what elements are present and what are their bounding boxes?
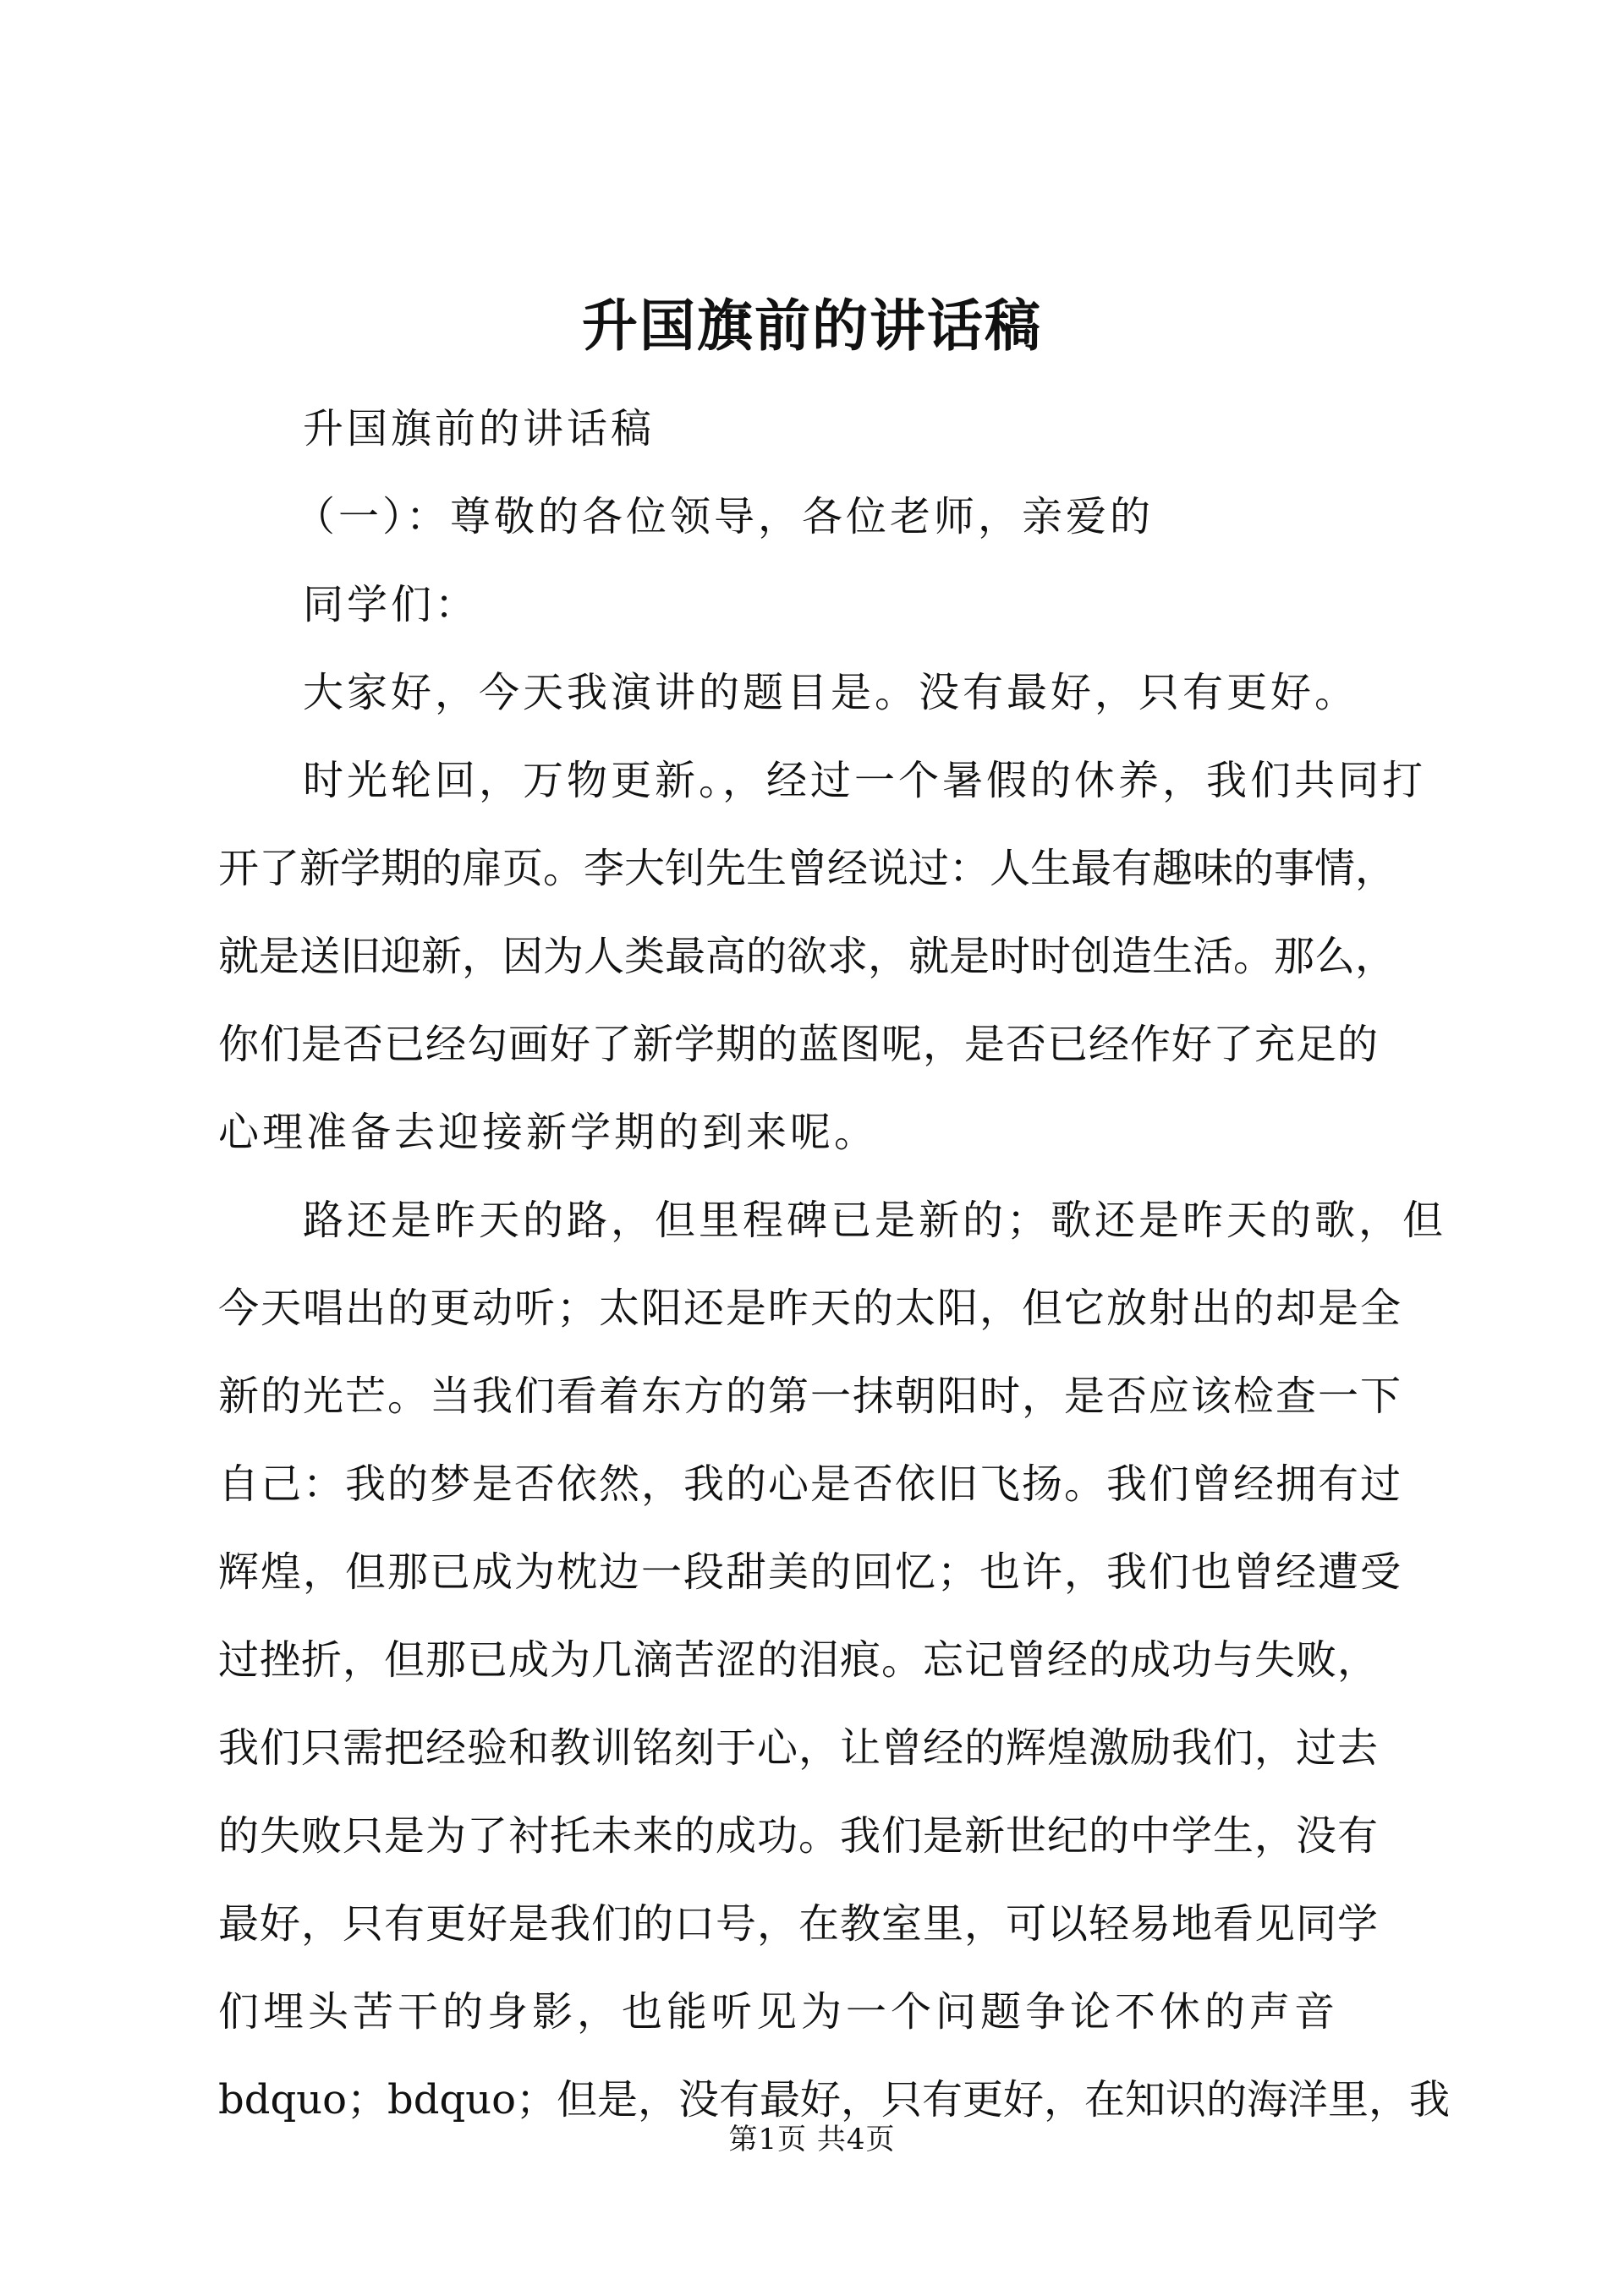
page-footer: 第1页 共4页: [728, 2123, 896, 2156]
document-title: 升国旗前的讲话稿: [582, 293, 1042, 359]
paragraph-line: （一）：尊敬的各位领导，各位老师，亲爱的: [294, 493, 1155, 540]
paragraph-line: 新的光芒。当我们看着东方的第一抹朝阳时，是否应该检查一下: [218, 1373, 1403, 1420]
paragraph-line: 你们是否已经勾画好了新学期的蓝图呢，是否已经作好了充足的: [218, 1021, 1380, 1068]
paragraph-line: 路还是昨天的路，但里程碑已是新的；歌还是昨天的歌，但: [303, 1197, 1447, 1244]
paragraph-line: 升国旗前的讲话稿: [303, 405, 656, 452]
paragraph-line: 心理准备去迎接新学期的到来呢。: [218, 1109, 879, 1156]
paragraph-line: 过挫折，但那已成为几滴苦涩的泪痕。忘记曾经的成功与失败，: [218, 1636, 1380, 1684]
paragraph-line: bdquo；bdquo；但是，没有最好，只有更好，在知识的海洋里，我: [218, 2076, 1450, 2123]
paragraph-line: 今天唱出的更动听；太阳还是昨天的太阳，但它放射出的却是全: [218, 1285, 1403, 1332]
paragraph-line: 们埋头苦干的身影，也能听见为一个问题争论不休的声音: [218, 1988, 1340, 2036]
paragraph-line: 同学们：: [303, 581, 480, 628]
paragraph-line: 时光轮回，万物更新。，经过一个暑假的休养，我们共同打: [303, 757, 1427, 804]
paragraph-line: 的失败只是为了衬托未来的成功。我们是新世纪的中学生，没有: [218, 1812, 1380, 1860]
paragraph-line: 我们只需把经验和教训铭刻于心，让曾经的辉煌激励我们，过去: [218, 1724, 1380, 1772]
paragraph-line: 自己：我的梦是否依然，我的心是否依旧飞扬。我们曾经拥有过: [218, 1460, 1403, 1508]
paragraph-line: 大家好，今天我演讲的题目是。没有最好，只有更好。: [303, 669, 1359, 716]
paragraph-line: 辉煌，但那已成为枕边一段甜美的回忆；也许，我们也曾经遭受: [218, 1548, 1403, 1596]
paragraph-line: 开了新学期的扉页。李大钊先生曾经说过：人生最有趣味的事情，: [218, 845, 1396, 892]
paragraph-line: 就是送旧迎新，因为人类最高的欲求，就是时时创造生活。那么，: [218, 933, 1396, 980]
document-body: [218, 385, 1450, 2144]
paragraph-line: 最好，只有更好是我们的口号，在教室里，可以轻易地看见同学: [218, 1900, 1380, 1948]
